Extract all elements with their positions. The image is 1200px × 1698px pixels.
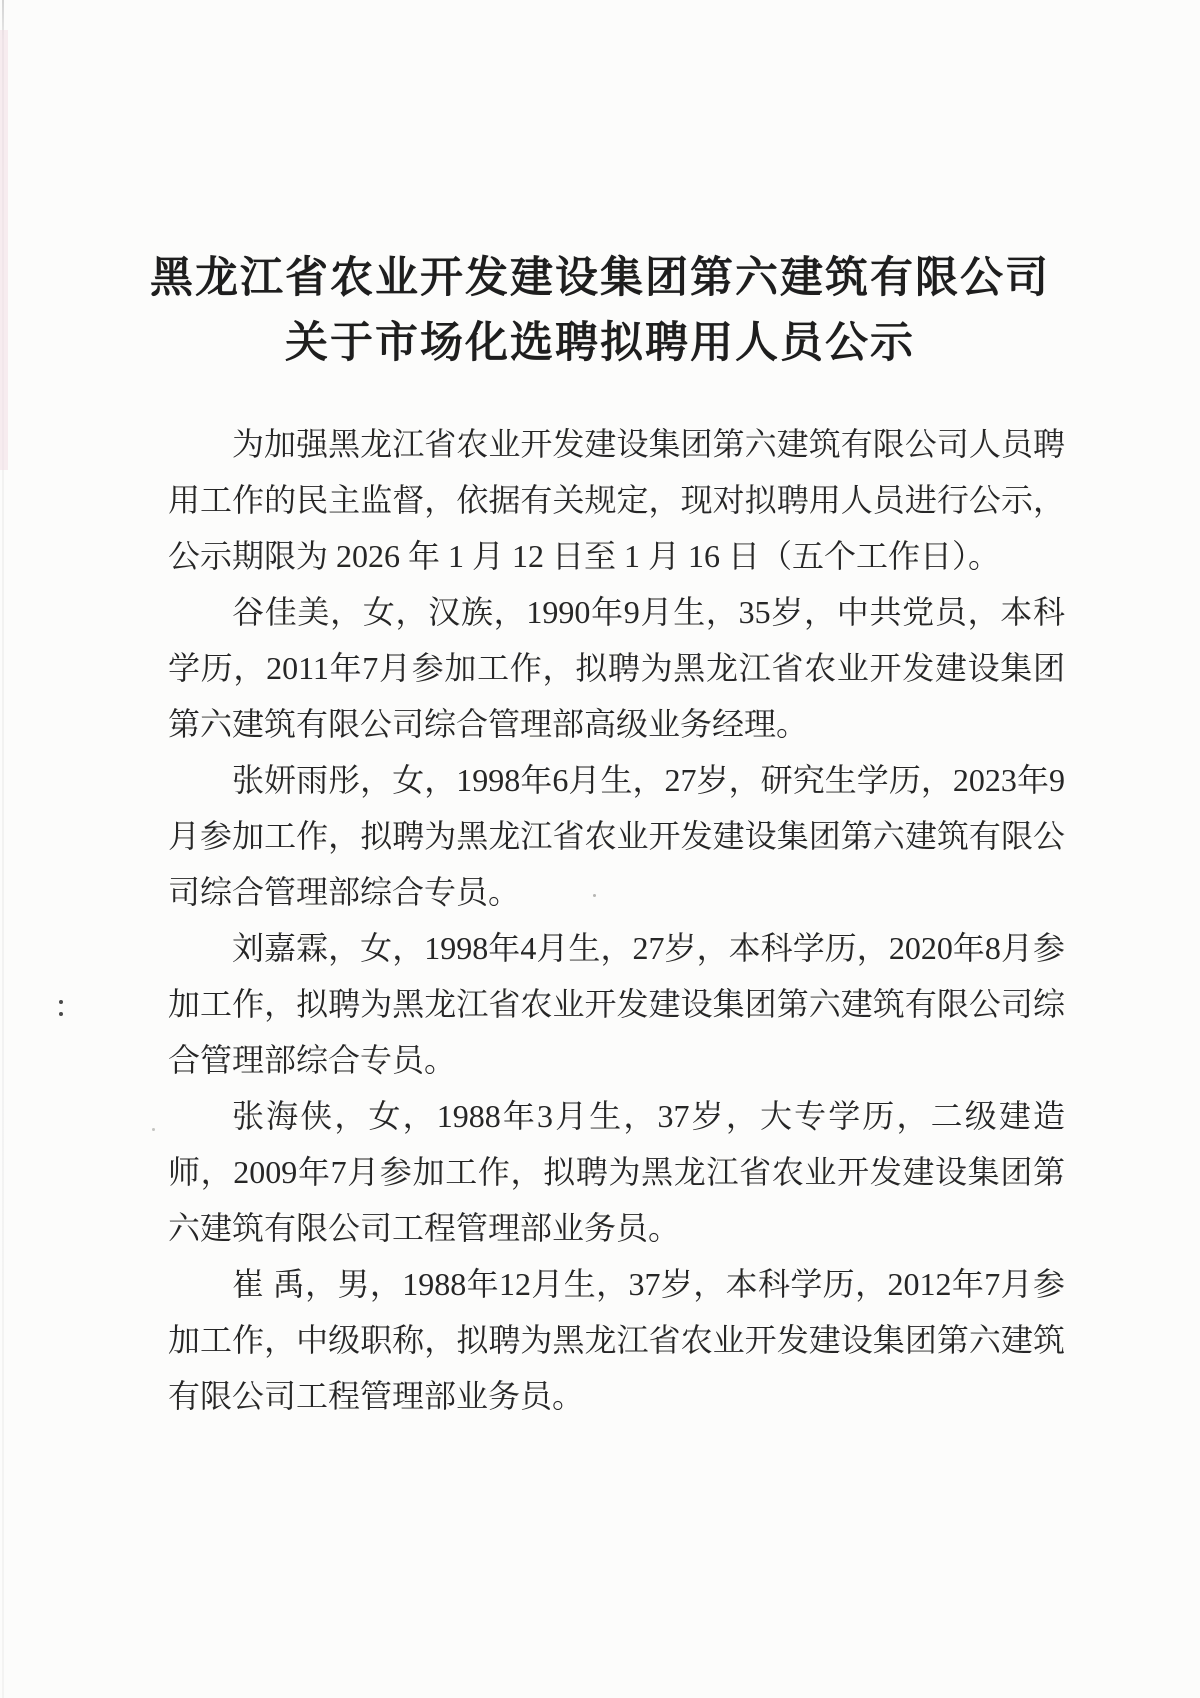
document-title-line2: 关于市场化选聘拟聘用人员公示 — [285, 318, 915, 367]
notice-body — [168, 416, 1065, 1424]
scan-speck — [593, 894, 596, 897]
document-title-line1: 黑龙江省农业开发建设集团第六建筑有限公司 — [150, 253, 1050, 302]
notice-paragraph: 谷佳美，女，汉族，1990年9月生，35岁，中共党员，本科学历，2011年7月参加工作，拟聘为黑龙江省农业开发建设集团第六建筑有限公司综合管理部高级业务经理。 — [168, 594, 1065, 742]
notice-paragraph: 刘嘉霖，女，1998年4月生，27岁，本科学历，2020年8月参加工作，拟聘为黑龙江省农业开发建设集团第六建筑有限公司综合管理部综合专员。 — [168, 930, 1065, 1078]
notice-paragraph: 张妍雨彤，女，1998年6月生，27岁，研究生学历，2023年9月参加工作，拟聘为黑龙江省农业开发建设集团第六建筑有限公司综合管理部综合专员。 — [168, 762, 1065, 910]
scan-speck-colon — [59, 1000, 65, 1020]
notice-paragraph: 崔 禹，男，1988年12月生，37岁，本科学历，2012年7月参加工作，中级职称，拟聘为黑龙江省农业开发建设集团第六建筑有限公司工程管理部业务员。 — [168, 1266, 1065, 1414]
notice-paragraph: 张海侠，女，1988年3月生，37岁，大专学历，二级建造师，2009年7月参加工作，拟聘为黑龙江省农业开发建设集团第六建筑有限公司工程管理部业务员。 — [168, 1098, 1065, 1246]
document-title — [0, 246, 1200, 376]
scan-speck — [152, 1128, 155, 1131]
notice-paragraph: 为加强黑龙江省农业开发建设集团第六建筑有限公司人员聘用工作的民主监督，依据有关规定，现对拟聘用人员进行公示，公示期限为 2026 年 1 月 12 日至 1 月 16 日（五个工作日）。 — [168, 426, 1065, 574]
